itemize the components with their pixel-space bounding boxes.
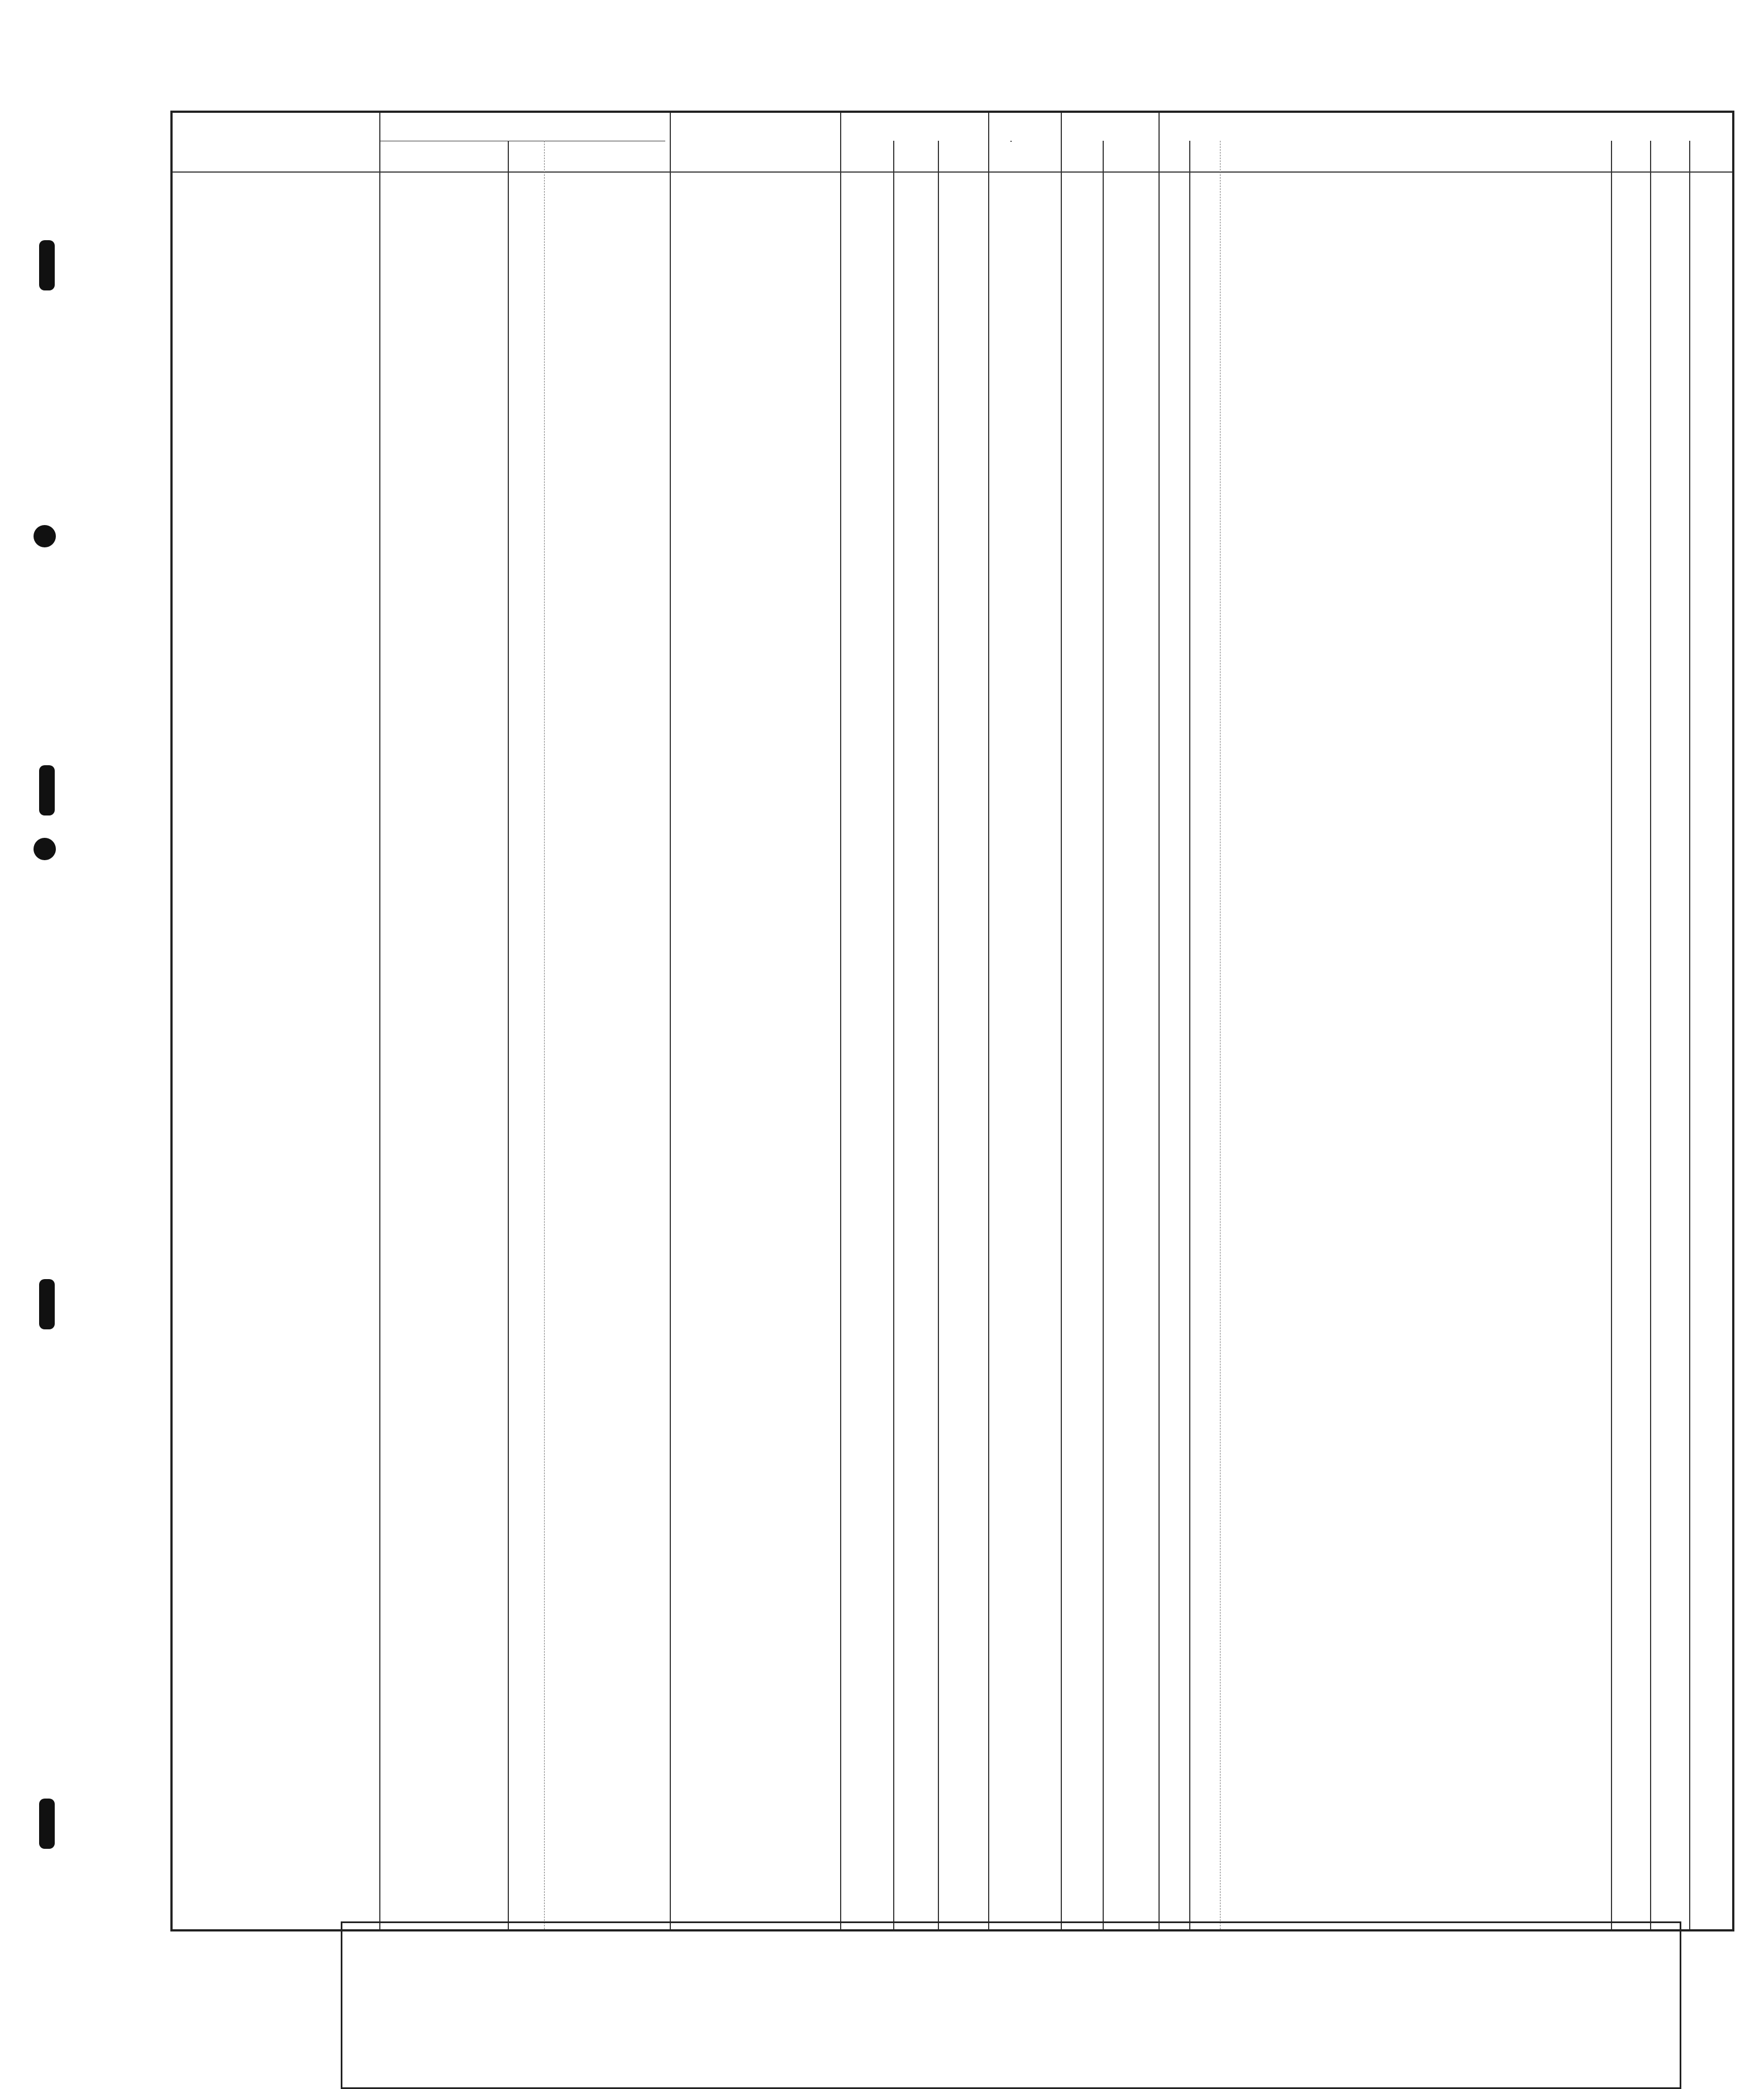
cott-key-table — [341, 1921, 1681, 2089]
ledger-table — [170, 111, 1734, 1931]
col-line — [1220, 141, 1221, 1929]
col-line — [379, 113, 380, 1929]
binder-hole — [34, 838, 56, 860]
col-line — [544, 141, 545, 1929]
date-header-divider — [1010, 141, 1012, 142]
col-line — [840, 113, 841, 1929]
col-line — [670, 113, 671, 1929]
col-line — [1650, 141, 1651, 1929]
binder-slot — [39, 240, 55, 290]
col-line — [988, 113, 989, 1929]
col-line — [1061, 113, 1062, 1929]
col-line — [1103, 141, 1104, 1929]
col-line — [1158, 113, 1160, 1929]
header-divider — [173, 171, 1732, 173]
binder-slot — [39, 765, 55, 815]
page-title — [335, 51, 1564, 102]
col-line — [938, 141, 939, 1929]
binder-slot — [39, 1279, 55, 1329]
col-line — [893, 141, 894, 1929]
col-line — [1189, 141, 1190, 1929]
col-line — [1611, 141, 1612, 1929]
col-line — [1689, 141, 1690, 1929]
binder-slot — [39, 1799, 55, 1849]
col-line — [508, 141, 509, 1929]
binder-hole — [34, 525, 56, 547]
